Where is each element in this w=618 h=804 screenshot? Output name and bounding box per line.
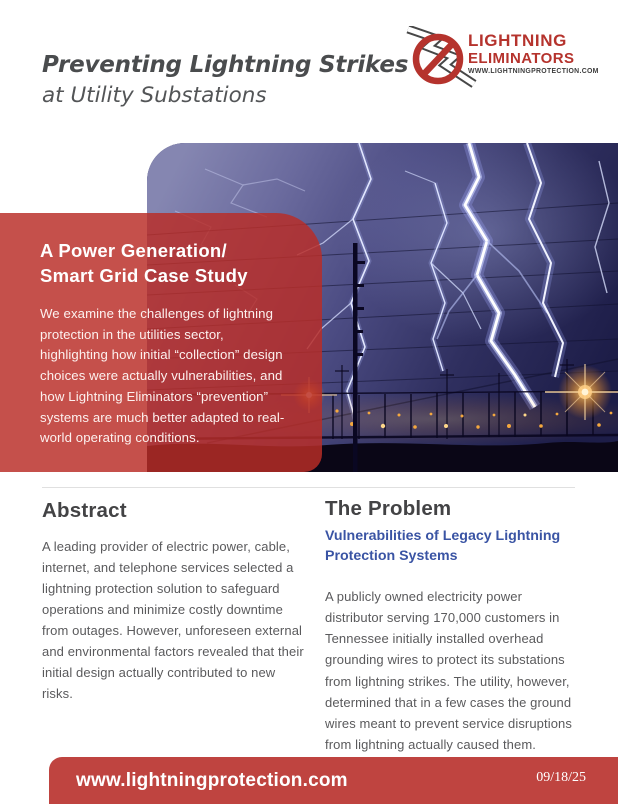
problem-body: A publicly owned electricity power distributor serving 170,000 customers in Tennessee initially installed overhead grounding wires to protect its substations from lightning strikes. The utility, however, determined that in a few cases the ground wires meant to prevent service disruptions from lightning actually caused them. — [325, 589, 572, 752]
logo-wordmark-line1: LIGHTNING — [468, 31, 567, 50]
case-study-heading-line2: Smart Grid Case Study — [40, 264, 248, 286]
page-title-line2: at Utility Substations — [42, 83, 267, 108]
logo-wordmark — [468, 31, 599, 76]
problem-subheading: Vulnerabilities of Legacy Lightning Protection Systems — [325, 528, 561, 565]
abstract-heading: Abstract — [42, 499, 127, 522]
section-divider — [42, 487, 575, 488]
footer-website-link[interactable]: www.lightningprotection.com — [76, 769, 348, 791]
page-title-line1: Preventing Lightning Strikes — [42, 52, 409, 78]
problem-heading: The Problem — [325, 497, 452, 520]
abstract-body: A leading provider of electric power, cable, internet, and telephone services selected a lightning protection solution to safeguard operations and minimize costly downtime from outages. However, unforeseen external and environmental factors revealed that their initial design actually contributed to new risks. — [42, 539, 304, 702]
footer-date: 09/18/25 — [536, 770, 586, 785]
logo-website-text: WWW.LIGHTNINGPROTECTION.COM — [468, 68, 599, 75]
case-study-heading-line1: A Power Generation/ — [40, 240, 227, 261]
page-title — [42, 52, 408, 108]
lightning-eliminators-logo — [400, 26, 599, 92]
case-study-overlay-card — [0, 213, 322, 472]
problem-section — [325, 497, 582, 755]
case-study-intro-text: We examine the challenges of lightning protection in the utilities sector, highlighting how initial “collection” design choices were actually vulnerabilities, and how Lightning Eliminators “prevention” systems are much better adapted to real-world operating conditions. — [40, 305, 285, 446]
abstract-section — [42, 499, 306, 704]
footer-bar — [49, 757, 618, 804]
logo-wordmark-line2: ELIMINATORS — [468, 50, 575, 67]
